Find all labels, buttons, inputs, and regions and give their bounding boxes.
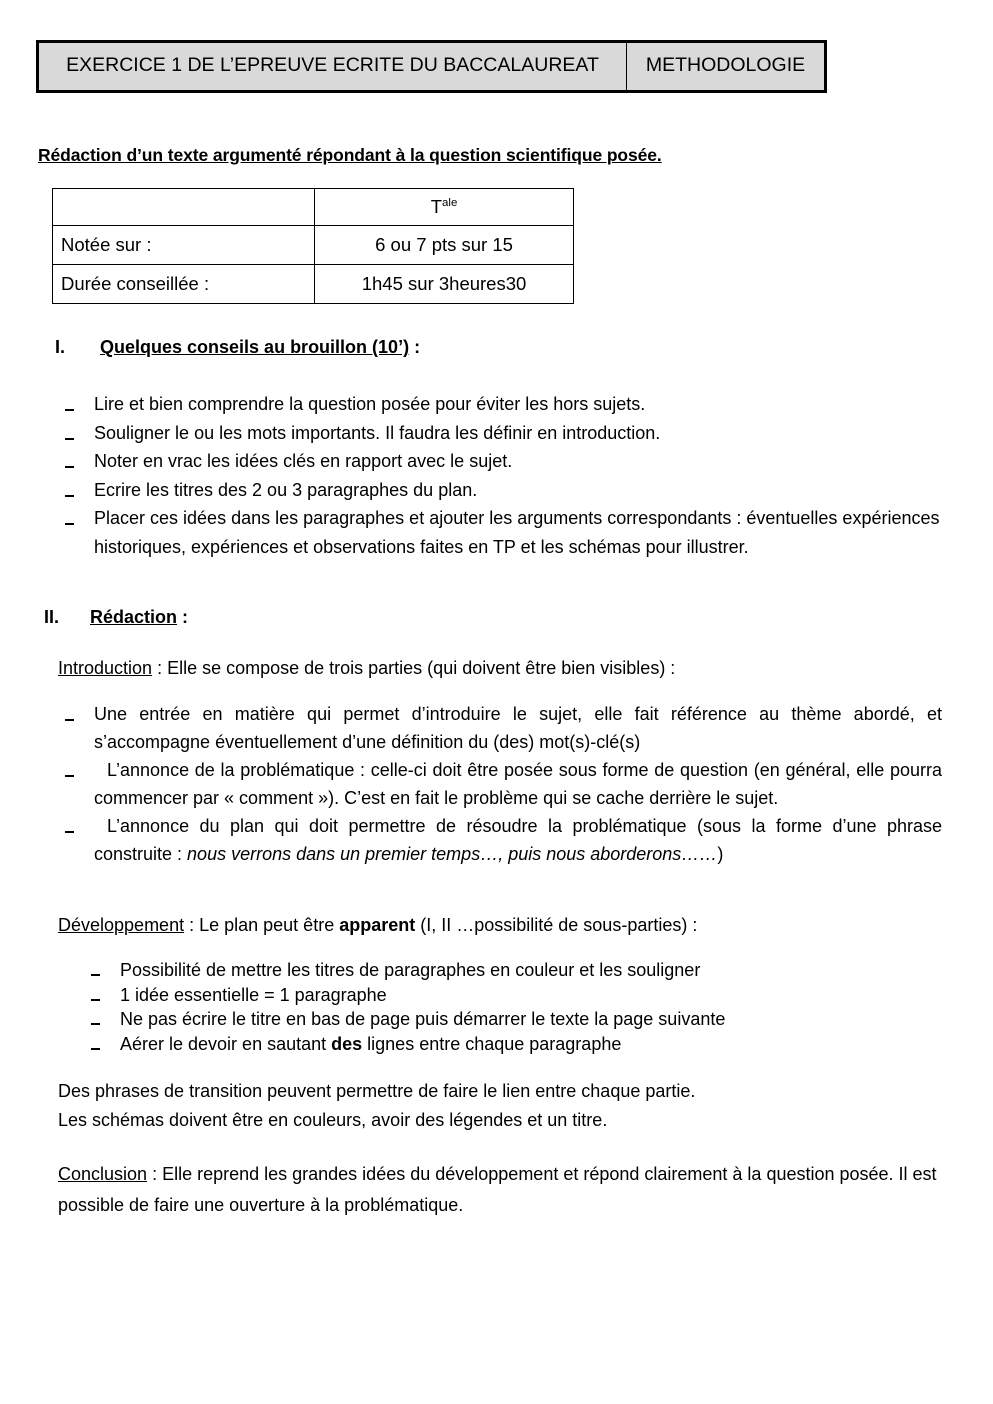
- introduction-paragraph: [58, 654, 938, 683]
- developpement-bullet-list: [88, 958, 908, 1056]
- section-heading-conseils: [55, 337, 420, 358]
- list-item: [62, 812, 942, 868]
- introduction-bullet-list: [62, 700, 942, 868]
- list-item: [88, 1007, 908, 1032]
- info-table-header-row: [53, 189, 574, 226]
- bullet-text-after-bold: lignes entre chaque paragraphe: [362, 1033, 622, 1054]
- developpement-paragraph: [58, 911, 938, 940]
- conseils-bullet-list: [62, 390, 942, 561]
- conclusion-text: : Elle reprend les grandes idées du développement et répond clairement à la question posée. Il est possible de faire une ouverture à la problématique.: [58, 1164, 937, 1215]
- bullet-text: Ecrire les titres des 2 ou 3 paragraphes du plan.: [94, 479, 478, 500]
- section-title-1: Quelques conseils au brouillon (10’): [100, 337, 410, 357]
- info-table: [52, 188, 574, 304]
- bullet-text: Lire et bien comprendre la question posée pour éviter les hors sujets.: [94, 394, 646, 414]
- list-item: [62, 700, 942, 756]
- table-row: [53, 226, 574, 265]
- section-title-2: Rédaction: [90, 607, 178, 627]
- level-base: T: [430, 196, 443, 218]
- info-row-value-duree: 1h45 sur 3heures30: [315, 265, 574, 304]
- developpement-text-after-bold: (I, II …possibilité de sous-parties) :: [415, 915, 698, 935]
- bullet-text: Noter en vrac les idées clés en rapport avec le sujet.: [94, 451, 513, 471]
- bullet-text-before-italic: L’annonce du plan qui doit permettre de résoudre la problématique (sous la forme d’une phrase construite :: [94, 816, 942, 864]
- section-colon-1: :: [409, 337, 421, 357]
- bullet-text-before-bold: Aérer le devoir en sautant: [120, 1033, 332, 1054]
- level-superscript: ale: [442, 197, 458, 210]
- info-row-label-duree: Durée conseillée :: [53, 265, 315, 304]
- info-table-empty-header-cell: [53, 189, 315, 226]
- bullet-text: Souligner le ou les mots importants. Il faudra les définir en introduction.: [94, 422, 661, 443]
- bullet-text: Ne pas écrire le titre en bas de page puis démarrer le texte la page suivante: [120, 1009, 726, 1029]
- transition-line-1: Des phrases de transition peuvent permettre de faire le lien entre chaque partie.: [58, 1081, 696, 1101]
- page-title: Rédaction d’un texte argumenté répondant à la question scientifique posée.: [38, 145, 662, 165]
- list-item: [88, 983, 908, 1008]
- table-row: [53, 265, 574, 304]
- developpement-text-before-bold: : Le plan peut être: [184, 915, 340, 935]
- section-colon-2: :: [177, 607, 189, 627]
- developpement-label: Développement: [58, 915, 185, 935]
- list-item: [62, 419, 942, 448]
- bullet-italic-text: nous verrons dans un premier temps…, puis nous aborderons……: [187, 844, 718, 864]
- bullet-text: Placer ces idées dans les paragraphes et ajouter les arguments correspondants : éventuelles expériences historiques, expériences et observations faites en TP et les schémas pour illustrer.: [94, 508, 940, 557]
- bullet-bold-word: des: [331, 1033, 363, 1054]
- list-item: [62, 504, 942, 561]
- transition-paragraph: [58, 1077, 938, 1135]
- list-item: [62, 390, 942, 419]
- info-row-label-note: Notée sur :: [53, 226, 315, 265]
- conclusion-label: Conclusion: [58, 1164, 148, 1184]
- info-row-value-note: 6 ou 7 pts sur 15: [315, 226, 574, 265]
- list-item: [62, 476, 942, 505]
- list-item: [62, 756, 942, 812]
- bullet-text: L’annonce de la problématique : celle-ci doit être posée sous forme de question (en général, elle pourra commencer par « comment »). C’est en fait le problème qui se cache derrière le sujet.: [94, 760, 942, 808]
- list-item: [88, 1032, 908, 1057]
- exercise-title-cell: EXERCICE 1 DE L’EPREUVE ECRITE DU BACCALAUREAT: [38, 42, 627, 92]
- header-banner-table: [36, 40, 827, 93]
- conclusion-paragraph: [58, 1159, 938, 1221]
- list-item: [62, 447, 942, 476]
- transition-line-2: Les schémas doivent être en couleurs, avoir des légendes et un titre.: [58, 1110, 608, 1130]
- section-number-2: II.: [44, 607, 60, 627]
- section-number-1: I.: [55, 337, 66, 357]
- category-cell: METHODOLOGIE: [627, 42, 826, 92]
- bullet-text-after-italic: ): [717, 844, 724, 864]
- introduction-label: Introduction: [58, 658, 153, 678]
- bullet-text: Une entrée en matière qui permet d’introduire le sujet, elle fait référence au thème abordé, et s’accompagne éventuellement d’une définition du (des) mot(s)-clé(s): [94, 704, 942, 752]
- bullet-text: 1 idée essentielle = 1 paragraphe: [120, 984, 387, 1005]
- info-table-level-header-cell: [315, 189, 574, 226]
- header-banner-row: [38, 42, 826, 92]
- list-item: [88, 958, 908, 983]
- section-heading-redaction: [44, 607, 188, 628]
- developpement-bold-word: apparent: [339, 915, 416, 935]
- introduction-text: : Elle se compose de trois parties (qui doivent être bien visibles) :: [152, 658, 676, 678]
- bullet-text: Possibilité de mettre les titres de paragraphes en couleur et les souligner: [120, 960, 701, 980]
